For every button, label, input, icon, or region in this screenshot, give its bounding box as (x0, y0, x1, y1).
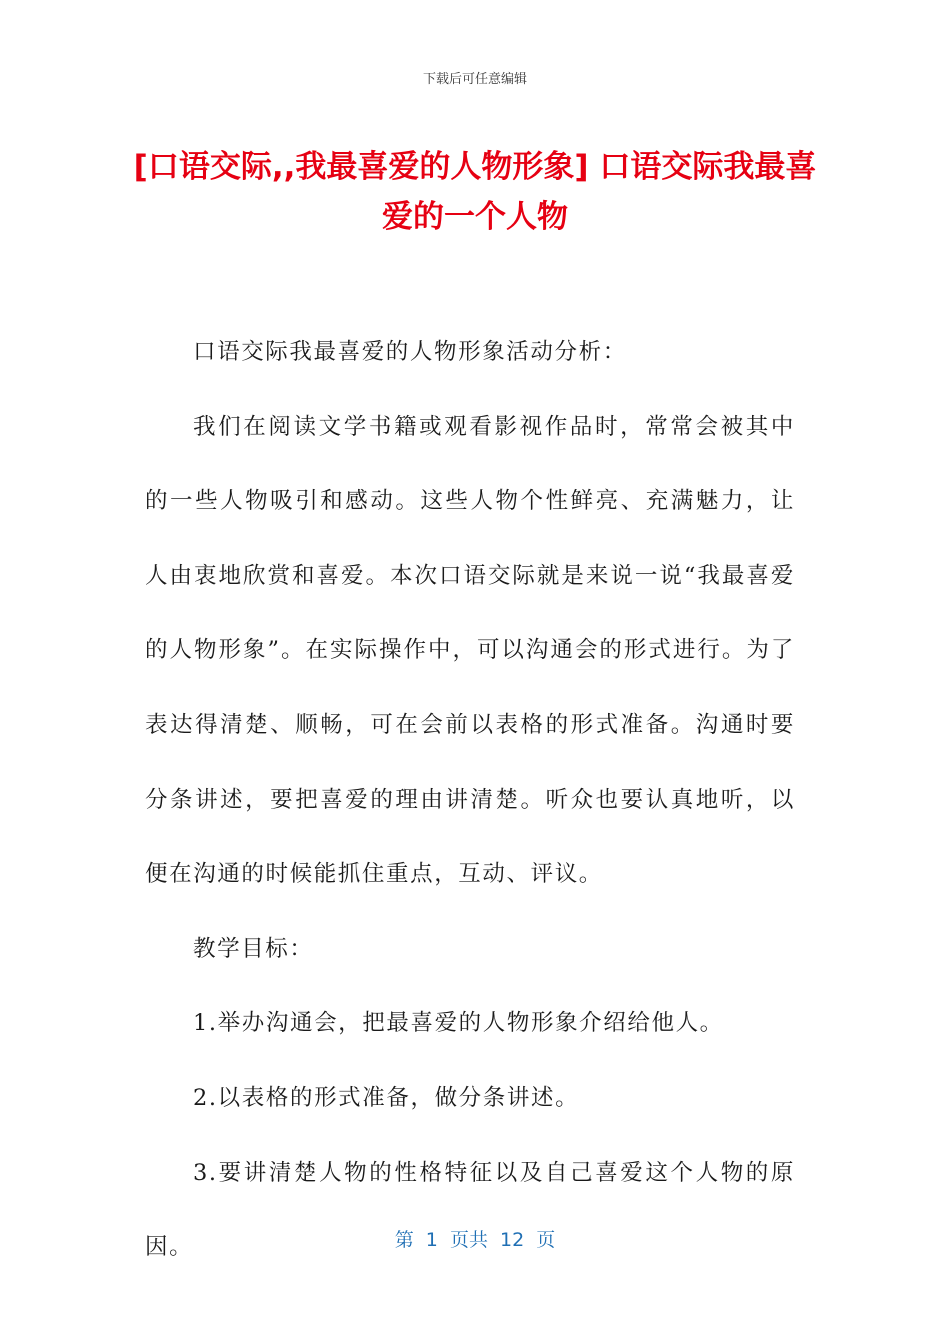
paragraph-analysis: 我们在阅读文学书籍或观看影视作品时，常常会被其中的一些人物吸引和感动。这些人物个性鲜亮、充满魅力，让人由衷地欣赏和喜爱。本次口语交际就是来说一说“我最喜爱的人物形象”。在实际操作中，可以沟通会的形式进行。为了表达得清楚、顺畅，可在会前以表格的形式准备。沟通时要分条讲述，要把喜爱的理由讲清楚。听众也要认真地听，以便在沟通的时候能抓住重点，互动、评议。 (145, 413, 795, 888)
paragraph-goal-3: 3.要讲清楚人物的性格特征以及自己喜爱这个人物的原因。 (145, 1159, 795, 1261)
paragraph-goal-2: 2.以表格的形式准备，做分条讲述。 (193, 1084, 580, 1111)
paragraph-goals-heading: 教学目标： (193, 935, 314, 962)
document-title: [口语交际,,我最喜爱的人物形象] 口语交际我最喜爱的一个人物 (133, 149, 817, 235)
paragraph-intro: 口语交际我最喜爱的人物形象活动分析： (193, 339, 627, 365)
document-body (145, 315, 795, 1285)
header-note: 下载后可任意编辑 (422, 72, 527, 87)
paragraph-goal-1: 1.举办沟通会，把最喜爱的人物形象介绍给他人。 (193, 1010, 724, 1037)
page-footer: 第 1 页共 12 页 (394, 1229, 556, 1251)
